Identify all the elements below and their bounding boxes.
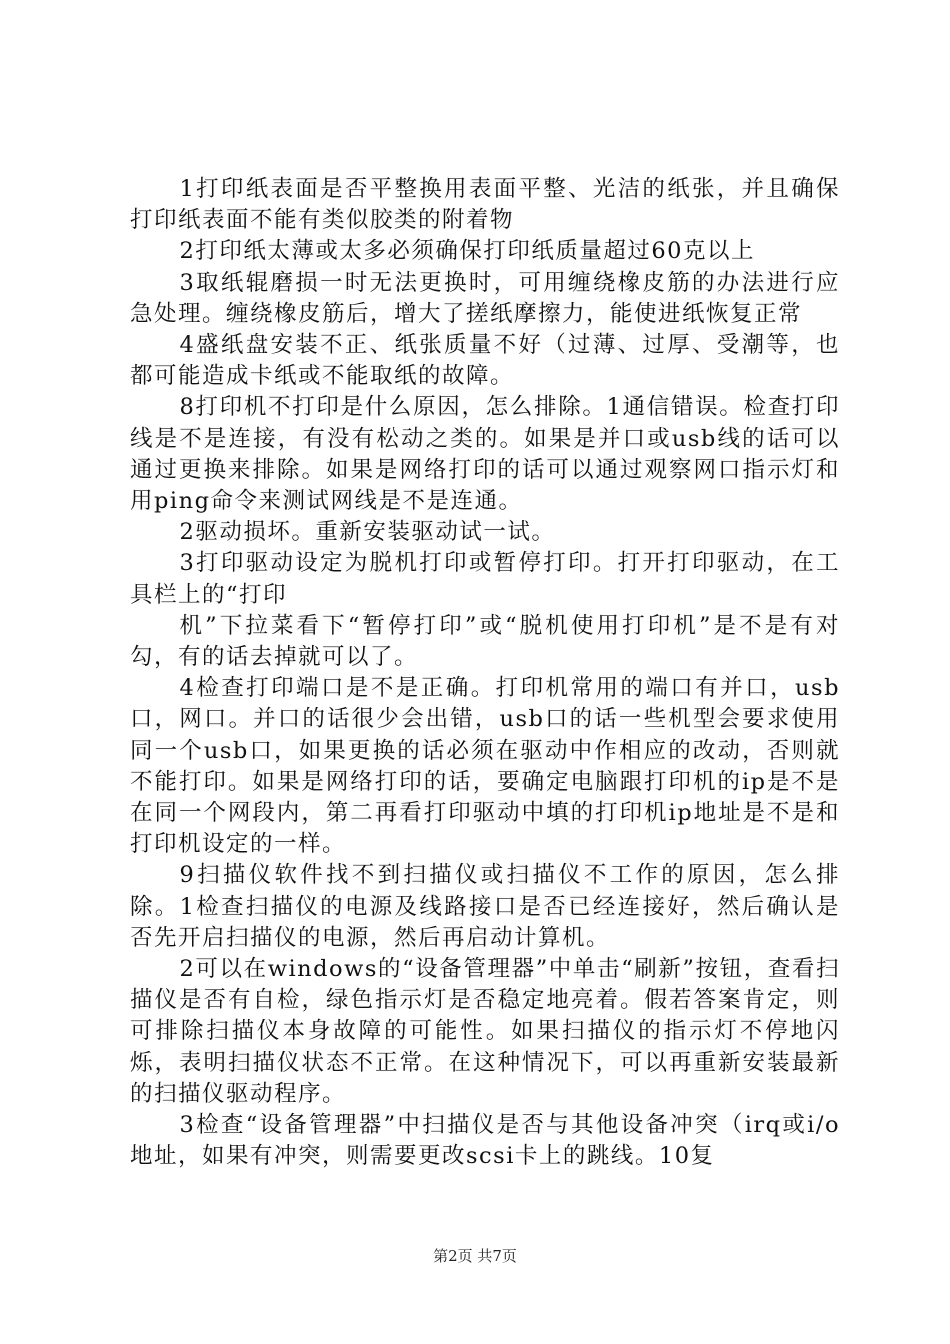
paragraph-6: 2驱动损坏。重新安装驱动试一试。 <box>179 519 556 546</box>
paragraph-10: 9扫描仪软件找不到扫描仪或扫描仪不工作的原因，怎么排除。1检查扫描仪的电源及线路接口是否已经连接好，然后确认是否先开启扫描仪的电源，然后再启动计算机。 <box>130 862 840 951</box>
paragraph-7: 3打印驱动设定为脱机打印或暂停打印。打开打印驱动，在工具栏上的“打印 <box>130 550 840 608</box>
paragraph-5: 8打印机不打印是什么原因，怎么排除。1通信错误。检查打印线是不是连接，有没有松动之类的。如果是并口或usb线的话可以通过更换来排除。如果是网络打印的话可以通过观察网口指示灯和用ping命令来测试网线是不是连通。 <box>130 394 840 515</box>
paragraph-4: 4盛纸盘安装不正、纸张质量不好（过薄、过厚、受潮等，也都可能造成卡纸或不能取纸的故障。 <box>130 332 840 390</box>
paragraph-9: 4检查打印端口是不是正确。打印机常用的端口有并口，usb口，网口。并口的话很少会出错，usb口的话一些机型会要求使用同一个usb口，如果更换的话必须在驱动中作相应的改动，否则就不能打印。如果是网络打印的话，要确定电脑跟打印机的ip是不是在同一个网段内，第二再看打印驱动中填的打印机ip地址是不是和打印机设定的一样。 <box>130 675 840 858</box>
paragraph-3: 3取纸辊磨损一时无法更换时，可用缠绕橡皮筋的办法进行应急处理。缠绕橡皮筋后，增大了搓纸摩擦力，能使进纸恢复正常 <box>130 269 840 327</box>
body-text <box>130 174 840 1173</box>
paragraph-11: 2可以在windows的“设备管理器”中单击“刷新”按钮，查看扫描仪是否有自检，绿色指示灯是否稳定地亮着。假若答案肯定，则可排除扫描仪本身故障的可能性。如果扫描仪的指示灯不停地闪烁，表明扫描仪状态不正常。在这种情况下，可以再重新安装最新的扫描仪驱动程序。 <box>130 956 840 1107</box>
paragraph-2: 2打印纸太薄或太多必须确保打印纸质量超过60克以上 <box>179 238 755 265</box>
page-footer: 第2页 共7页 <box>433 1247 517 1265</box>
paragraph-8: 机”下拉菜看下“暂停打印”或“脱机使用打印机”是不是有对勾，有的话去掉就可以了。 <box>130 612 840 671</box>
paragraph-12: 3检查“设备管理器”中扫描仪是否与其他设备冲突（irq或i/o地址，如果有冲突，则需要更改scsi卡上的跳线。10复 <box>130 1112 840 1170</box>
paragraph-1: 1打印纸表面是否平整换用表面平整、光洁的纸张，并且确保打印纸表面不能有类似胶类的附着物 <box>130 176 840 234</box>
